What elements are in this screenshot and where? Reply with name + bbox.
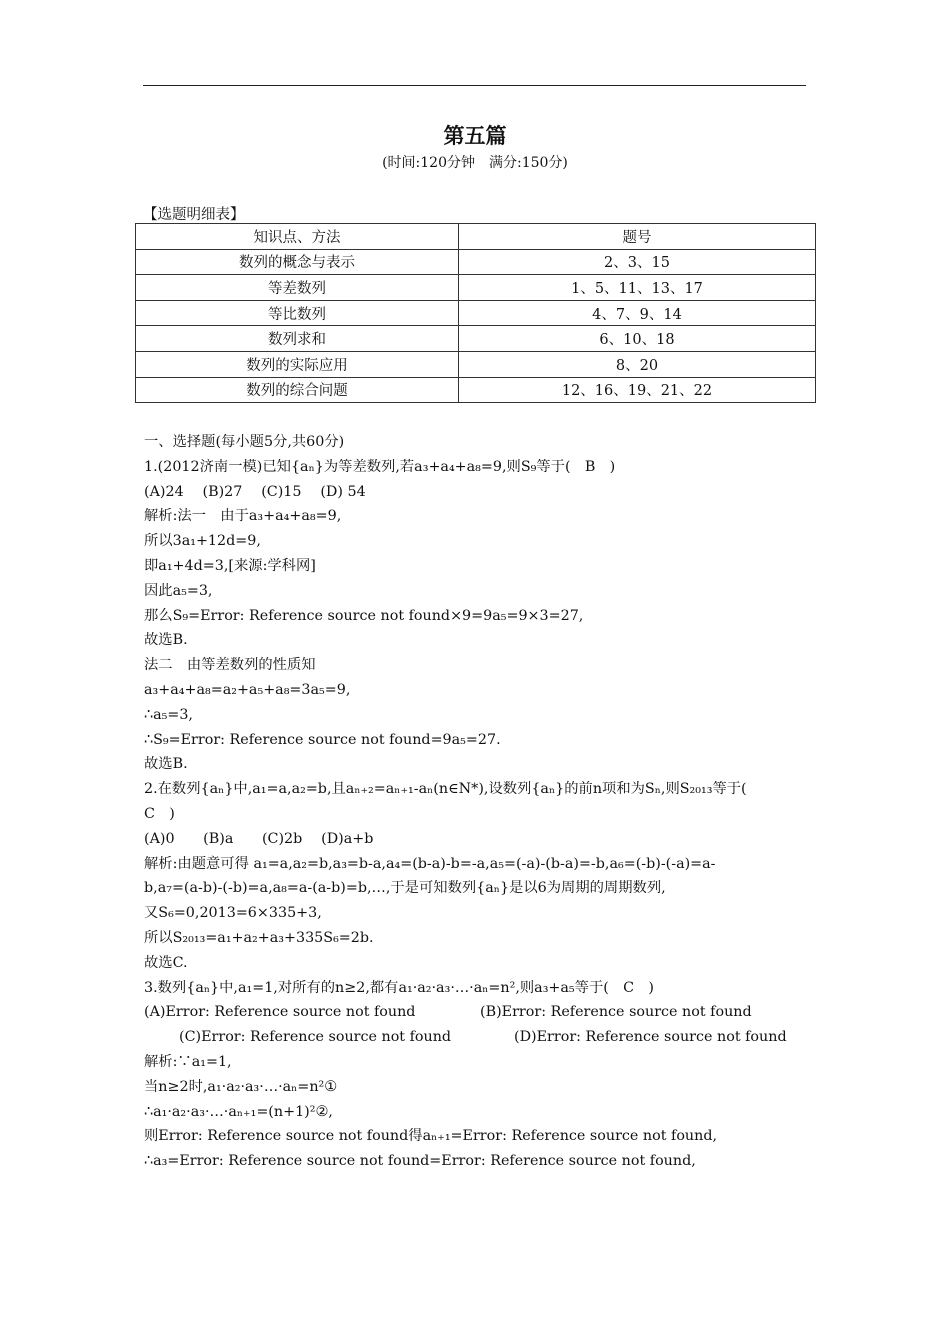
option-a: (A)Error: Reference source not found (144, 1004, 416, 1021)
solution-line: 那么S₉=Error: Reference source not found×9=9a₅=9×3=27, (144, 607, 584, 624)
solution-line: a₃+a₄+a₈=a₂+a₅+a₈=3a₅=9, (144, 681, 351, 698)
question-3-options-ab (144, 1000, 806, 1025)
table-header-topic: 知识点、方法 (136, 224, 459, 250)
solution-line: 当n≥2时,a₁·a₂·a₃·…·aₙ=n²① (144, 1078, 338, 1095)
question-3: 3.数列{aₙ}中,a₁=1,对所有的n≥2,都有a₁·a₂·a₃·…·aₙ=n²,则a₃+a₅等于( C ) (144, 979, 654, 996)
solution-line: 即a₁+4d=3,[来源:学科网] (144, 557, 316, 574)
table-row (136, 275, 816, 301)
table-caption: 【选题明细表】 (143, 207, 245, 223)
question-2-answer: C ) (144, 805, 175, 822)
table-cell-questions: 12、16、19、21、22 (459, 377, 816, 403)
table-header-row (136, 224, 816, 250)
solution-line: 解析:由题意可得 a₁=a,a₂=b,a₃=b-a,a₄=(b-a)-b=-a,a₅=(-a)-(b-a)=-b,a₆=(-b)-(-a)=a- (144, 855, 716, 872)
table-cell-topic: 等差数列 (136, 275, 459, 301)
question-2-options: (A)0 (B)a (C)2b (D)a+b (144, 830, 374, 847)
option-d: (D)Error: Reference source not found (514, 1029, 787, 1046)
exam-info: (时间:120分钟 满分:150分) (382, 155, 568, 171)
table-cell-questions: 6、10、18 (459, 326, 816, 352)
table-cell-questions: 1、5、11、13、17 (459, 275, 816, 301)
solution-line: 因此a₅=3, (144, 582, 213, 599)
solution-line: 法二 由等差数列的性质知 (144, 657, 316, 674)
solution-line: 解析:法一 由于a₃+a₄+a₈=9, (144, 508, 342, 525)
solution-line: ∴a₁·a₂·a₃·…·aₙ₊₁=(n+1)²②, (144, 1103, 333, 1120)
table-cell-questions: 4、7、9、14 (459, 300, 816, 326)
table-row (136, 351, 816, 377)
page-title: 第五篇 (443, 124, 507, 148)
table-row (136, 326, 816, 352)
solution-line: 又S₆=0,2013=6×335+3, (144, 905, 322, 922)
table-cell-topic: 数列的实际应用 (136, 351, 459, 377)
solution-line: ∴a₅=3, (144, 706, 193, 723)
solution-line: 则Error: Reference source not found得aₙ₊₁=Error: Reference source not found, (144, 1128, 718, 1145)
table-cell-questions: 8、20 (459, 351, 816, 377)
solution-line: ∴S₉=Error: Reference source not found=9a₅=27. (144, 731, 501, 748)
table-cell-topic: 数列求和 (136, 326, 459, 352)
table-cell-questions: 2、3、15 (459, 249, 816, 275)
question-2: 2.在数列{aₙ}中,a₁=a,a₂=b,且aₙ₊₂=aₙ₊₁-aₙ(n∈N*),设数列{aₙ}的前n项和为Sₙ,则S₂₀₁₃等于( (144, 781, 747, 798)
option-c: (C)Error: Reference source not found (179, 1029, 452, 1046)
table-cell-topic: 数列的概念与表示 (136, 249, 459, 275)
solution-line: 所以3a₁+12d=9, (144, 533, 261, 550)
solution-line: 解析:∵a₁=1, (144, 1053, 232, 1070)
solution-line: b,a₇=(a-b)-(-b)=a,a₈=a-(a-b)=b,…,于是可知数列{aₙ}是以6为周期的周期数列, (144, 880, 666, 897)
solution-line: ∴a₃=Error: Reference source not found=Error: Reference source not found, (144, 1153, 696, 1170)
solution-body (144, 430, 806, 1174)
table-row (136, 249, 816, 275)
question-1: 1.(2012济南一模)已知{aₙ}为等差数列,若a₃+a₄+a₈=9,则S₉等于( B ) (144, 458, 616, 475)
solution-line: 故选C. (144, 954, 188, 971)
solution-line: 故选B. (144, 632, 188, 649)
table-row (136, 300, 816, 326)
top-rule (143, 85, 806, 86)
table-cell-topic: 等比数列 (136, 300, 459, 326)
question-1-options: (A)24 (B)27 (C)15 (D) 54 (144, 483, 366, 500)
topic-table (135, 223, 816, 403)
option-b: (B)Error: Reference source not found (480, 1004, 752, 1021)
question-3-options-cd (144, 1025, 806, 1050)
solution-line: 所以S₂₀₁₃=a₁+a₂+a₃+335S₆=2b. (144, 929, 374, 946)
table-cell-topic: 数列的综合问题 (136, 377, 459, 403)
solution-line: 故选B. (144, 756, 188, 773)
section-heading: 一、选择题(每小题5分,共60分) (144, 434, 345, 450)
table-row (136, 377, 816, 403)
table-header-questions: 题号 (459, 224, 816, 250)
